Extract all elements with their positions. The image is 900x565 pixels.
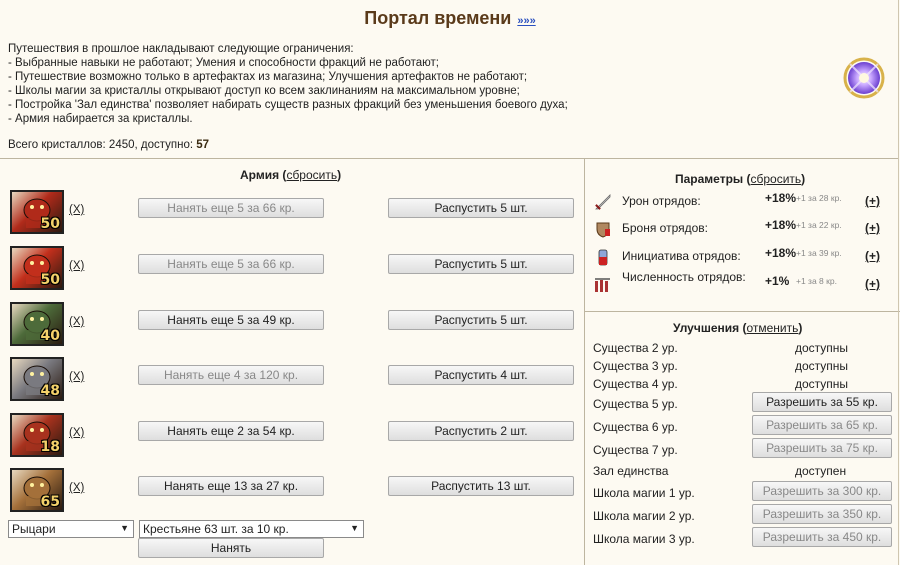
param-cost-note: +1 за 28 кр. (796, 193, 842, 203)
dismiss-button[interactable]: Распустить 13 шт. (388, 476, 574, 496)
section-divider (585, 311, 900, 312)
remove-unit-link[interactable]: (X) (69, 204, 85, 216)
param-value: +18% (765, 246, 797, 260)
upgrade-label: Школа магии 3 ур. (593, 532, 695, 546)
param-label: Инициатива отрядов: (622, 249, 741, 263)
soldiers-icon (593, 275, 613, 295)
dismiss-button[interactable]: Распустить 4 шт. (388, 365, 574, 385)
unit-portrait[interactable] (10, 468, 64, 512)
unit-count: 40 (40, 328, 60, 344)
shield-icon (593, 219, 613, 239)
upgrade-label: Школа магии 2 ур. (593, 509, 695, 523)
unlock-upgrade-button[interactable]: Разрешить за 65 кр. (752, 415, 892, 435)
unit-select[interactable] (139, 520, 364, 538)
restriction-line: Путешествия в прошлое накладывают следующие ограничения: (8, 43, 354, 55)
param-value: +1% (765, 274, 790, 288)
restrictions-text (8, 42, 808, 126)
unit-count: 18 (40, 439, 60, 455)
hire-more-button[interactable]: Нанять еще 5 за 49 кр. (138, 310, 324, 330)
hire-more-button[interactable]: Нанять еще 5 за 66 кр. (138, 254, 324, 274)
unlock-upgrade-button[interactable]: Разрешить за 55 кр. (752, 392, 892, 412)
crystals-label: Всего кристаллов: 2450, доступно: (8, 139, 197, 151)
upgrade-row (593, 339, 893, 357)
crystals-total (8, 139, 209, 151)
army-unit-row (10, 357, 580, 407)
page-border (898, 0, 899, 565)
upgrades-cancel-link[interactable]: отменить (746, 321, 799, 335)
param-cost-note: +1 за 39 кр. (796, 248, 842, 258)
param-increase-link[interactable]: (+) (865, 194, 880, 208)
more-link[interactable]: »»» (517, 15, 536, 27)
upgrade-status: доступны (795, 359, 849, 373)
unit-portrait[interactable] (10, 190, 64, 234)
param-increase-link[interactable]: (+) (865, 277, 880, 291)
dismiss-button[interactable]: Распустить 2 шт. (388, 421, 574, 441)
restriction-line: - Постройка 'Зал единства' позволяет набирать существ разных фракций без уменьшения боевого духа; (8, 99, 568, 111)
unit-count: 65 (40, 494, 60, 510)
unlock-upgrade-button[interactable]: Разрешить за 450 кр. (752, 527, 892, 547)
upgrade-status: доступны (795, 377, 849, 391)
restriction-line: - Выбранные навыки не работают; Умения и способности фракций не работают; (8, 57, 439, 69)
params-header: Параметры (сбросить) (675, 172, 806, 186)
column-divider (584, 158, 585, 565)
upgrade-row (593, 462, 893, 480)
param-increase-link[interactable]: (+) (865, 221, 880, 235)
upgrade-label: Существа 3 ур. (593, 359, 678, 373)
remove-unit-link[interactable]: (X) (69, 316, 85, 328)
hire-more-button[interactable]: Нанять еще 5 за 66 кр. (138, 198, 324, 218)
crystals-available: 57 (196, 139, 210, 151)
page-title (0, 8, 900, 29)
faction-select[interactable] (8, 520, 134, 538)
sword-icon (593, 192, 613, 212)
portal-icon (841, 55, 887, 101)
upgrade-status: доступен (795, 464, 847, 478)
unlock-upgrade-button[interactable]: Разрешить за 300 кр. (752, 481, 892, 501)
upgrade-row (593, 375, 893, 393)
remove-unit-link[interactable]: (X) (69, 427, 85, 439)
params-title: Параметры (675, 172, 744, 186)
page-title-text: Портал времени (364, 8, 512, 28)
restriction-line: - Школы магии за кристаллы открывают доступ ко всем заклинаниям на максимальном уровне; (8, 85, 520, 97)
army-unit-row (10, 468, 580, 518)
upgrade-row (593, 418, 893, 436)
restriction-line: - Путешествие возможно только в артефактах из магазина; Улучшения артефактов не работают; (8, 71, 528, 83)
army-title: Армия (240, 168, 280, 182)
hire-more-button[interactable]: Нанять еще 13 за 27 кр. (138, 476, 324, 496)
upgrade-label: Существа 4 ур. (593, 377, 678, 391)
restriction-line: - Армия набирается за кристаллы. (8, 113, 193, 125)
unit-count: 50 (40, 272, 60, 288)
param-value: +18% (765, 218, 797, 232)
upgrade-row (593, 530, 893, 548)
army-header: Армия (сбросить) (240, 168, 342, 182)
army-reset-link[interactable]: сбросить (286, 168, 338, 182)
remove-unit-link[interactable]: (X) (69, 260, 85, 272)
upgrades-title: Улучшения (673, 321, 740, 335)
potion-icon (593, 247, 613, 267)
hire-button[interactable]: Нанять (138, 538, 324, 558)
param-row (593, 270, 893, 299)
upgrade-label: Существа 7 ур. (593, 443, 678, 457)
upgrade-label: Существа 2 ур. (593, 341, 678, 355)
param-cost-note: +1 за 22 кр. (796, 220, 842, 230)
param-row (593, 219, 893, 243)
dismiss-button[interactable]: Распустить 5 шт. (388, 254, 574, 274)
param-value: +18% (765, 191, 797, 205)
unlock-upgrade-button[interactable]: Разрешить за 350 кр. (752, 504, 892, 524)
army-unit-row (10, 190, 580, 240)
upgrade-row (593, 395, 893, 413)
remove-unit-link[interactable]: (X) (69, 482, 85, 494)
upgrade-row (593, 507, 893, 525)
unit-count: 48 (40, 383, 60, 399)
param-row (593, 247, 893, 271)
upgrades-header: Улучшения (отменить) (673, 321, 803, 335)
chevron-down-icon: ▼ (120, 523, 129, 533)
param-label: Урон отрядов: (622, 194, 701, 208)
upgrade-row (593, 441, 893, 459)
unlock-upgrade-button[interactable]: Разрешить за 75 кр. (752, 438, 892, 458)
unit-portrait[interactable] (10, 413, 64, 457)
chevron-down-icon: ▼ (350, 523, 359, 533)
hire-more-button[interactable]: Нанять еще 4 за 120 кр. (138, 365, 324, 385)
remove-unit-link[interactable]: (X) (69, 371, 85, 383)
upgrade-label: Зал единства (593, 464, 669, 478)
unit-select-value: Крестьяне 63 шт. за 10 кр. (143, 522, 289, 536)
faction-select-value: Рыцари (12, 522, 56, 536)
upgrade-row (593, 484, 893, 502)
unit-portrait[interactable] (10, 302, 64, 346)
dismiss-button[interactable]: Распустить 5 шт. (388, 198, 574, 218)
hire-more-button[interactable]: Нанять еще 2 за 54 кр. (138, 421, 324, 441)
unit-portrait[interactable] (10, 357, 64, 401)
upgrade-label: Школа магии 1 ур. (593, 486, 695, 500)
unit-portrait[interactable] (10, 246, 64, 290)
army-unit-row (10, 246, 580, 296)
param-label: Броня отрядов: (622, 221, 709, 235)
dismiss-button[interactable]: Распустить 5 шт. (388, 310, 574, 330)
param-row (593, 192, 893, 216)
params-reset-link[interactable]: сбросить (750, 172, 802, 186)
upgrade-label: Существа 6 ур. (593, 420, 678, 434)
unit-count: 50 (40, 216, 60, 232)
army-unit-row (10, 413, 580, 463)
upgrade-row (593, 357, 893, 375)
upgrade-status: доступны (795, 341, 849, 355)
army-unit-row (10, 302, 580, 352)
param-increase-link[interactable]: (+) (865, 249, 880, 263)
param-cost-note: +1 за 8 кр. (796, 276, 837, 286)
upgrade-label: Существа 5 ур. (593, 397, 678, 411)
param-label: Численность отрядов: (622, 270, 746, 284)
